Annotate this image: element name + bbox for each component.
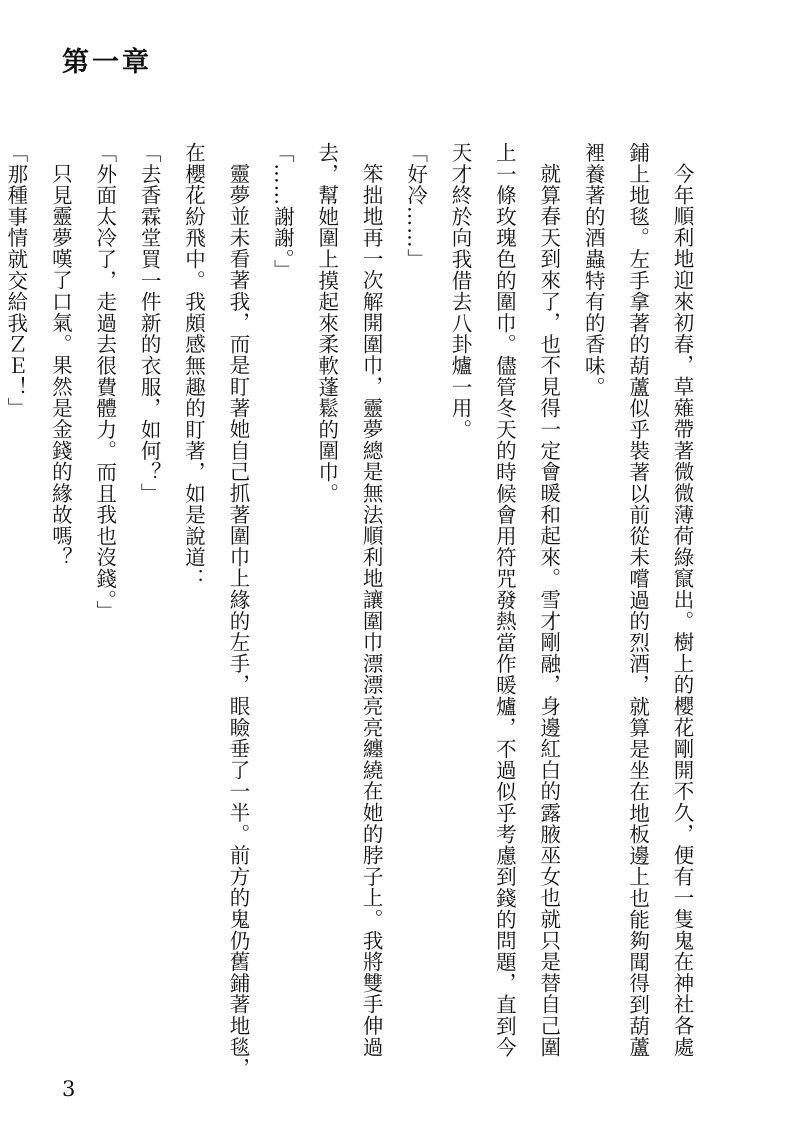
text-line: 笨拙地再一次解開圍巾，靈夢總是無法順利地讓圍巾漂漂亮亮纏繞在她的脖子上。我將雙手伸過 — [359, 162, 384, 1058]
text-line: 「好冷……」 — [403, 142, 428, 270]
text-line: 今年順利地迎來初春，草薙帶著微微薄荷綠竄出。樹上的櫻花剛開不久，便有一隻鬼在神社各處 — [670, 162, 694, 1058]
text-line: 裡養著的酒蟲特有的香味。 — [581, 142, 606, 398]
body-text — [0, 142, 704, 1079]
text-line: 靈夢並未看著我，而是盯著她自己抓著圍巾上緣的左手，眼瞼垂了一半。前方的鬼仍舊鋪著地毯， — [225, 162, 250, 1079]
text-line: 只見靈夢嘆了口氣。果然是金錢的緣故嗎？ — [48, 162, 73, 568]
text-line: 去，幫她圍上摸起來柔軟蓬鬆的圍巾。 — [314, 142, 339, 505]
text-line: 「……謝謝。」 — [270, 142, 295, 281]
chapter-title: 第一章 — [62, 47, 152, 78]
text-line: 就算春天到來了，也不見得一定會暖和起來。雪才剛融，身邊紅白的露腋巫女也就只是替自己圍 — [536, 162, 561, 1058]
text-line: 「外面太冷了，走過去很費體力。而且我也沒錢。」 — [92, 142, 117, 622]
page-number: 3 — [62, 1077, 76, 1101]
text-line: 在櫻花紛飛中。我頗感無趣的盯著，如是說道： — [181, 142, 206, 590]
text-line: 「那種事情就交給我ＺＥ！」 — [3, 142, 28, 419]
text-line: 「去香霖堂買一件新的衣服，如何？」 — [137, 142, 162, 505]
text-line: 上一條玫瑰色的圍巾。儘管冬天的時候會用符咒發熱當作暖爐，不過似乎考慮到錢的問題，直到今 — [492, 142, 517, 1058]
text-line: 天才終於向我借去八卦爐一用。 — [447, 142, 472, 441]
text-line: 鋪上地毯。左手拿著的葫蘆似乎裝著以前從未嚐過的烈酒，就算是坐在地板邊上也能夠聞得到葫蘆 — [625, 142, 650, 1058]
